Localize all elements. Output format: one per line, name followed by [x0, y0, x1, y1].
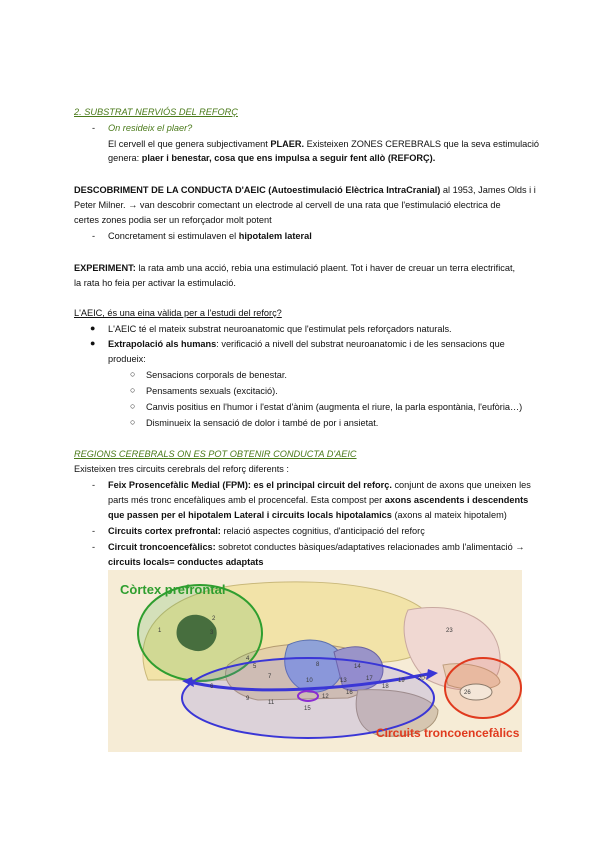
bullet-icon: ● — [90, 338, 96, 348]
region-number: 7 — [268, 674, 272, 680]
list-dash: - — [92, 526, 96, 536]
text-bold: Circuits cortex prefrontal: — [108, 526, 221, 536]
discovery-line — [74, 184, 536, 196]
list-item-cont: produeix: — [108, 354, 146, 364]
region-number: 6 — [210, 684, 214, 690]
text-bold: circuits locals= conductes adaptats — [108, 557, 264, 567]
text: al 1953, James Olds i i — [440, 185, 536, 195]
bullet-icon: ● — [90, 323, 96, 333]
circuit-item — [108, 541, 524, 553]
text: genera: — [108, 153, 142, 163]
circuit-item — [108, 525, 425, 537]
region-number: 10 — [306, 678, 313, 684]
region-number: 20 — [418, 676, 425, 682]
list-dash: - — [92, 542, 96, 552]
discovery-line: certes zones podia ser un reforçador molt potent — [74, 215, 272, 225]
list-item — [108, 338, 505, 350]
circuit-item-cont — [108, 494, 528, 506]
circuit-item-cont — [108, 556, 263, 568]
region-number: 13 — [340, 678, 347, 684]
text: Concretament si estimulaven el — [108, 231, 239, 241]
text-bold: Extrapolació als humans — [108, 339, 217, 349]
circuit-item-cont — [108, 509, 507, 521]
experiment-label: EXPERIMENT: — [74, 263, 136, 273]
experiment-line: la rata ho feia per activar la estimulació. — [74, 278, 236, 288]
question-text: On resideix el plaer? — [108, 123, 193, 133]
region-number: 17 — [366, 676, 373, 682]
text: : verificació a nivell del substrat neuroanatomic i de les sensacions que — [216, 339, 505, 349]
troncoencefalic-label: Circuits troncoencefàlics — [376, 726, 520, 740]
regions-intro: Existeixen tres circuits cerebrals del reforç diferents : — [74, 464, 289, 474]
sub-item: Sensacions corporals de benestar. — [146, 370, 287, 380]
text: sobretot conductes bàsiques/adaptatives relacionades amb l'alimentació → — [215, 542, 525, 552]
region-number: 3 — [210, 630, 214, 636]
text: (axons al mateix hipotalem) — [391, 510, 507, 520]
text: Existeixen ZONES CEREBRALS que la seva estimulació — [304, 139, 539, 149]
text: parts més tronc encefàliques amb el procencefal. Esta compost per — [108, 495, 385, 505]
region-number: 12 — [322, 694, 329, 700]
region-number: 2 — [212, 616, 216, 622]
region-number: 19 — [398, 678, 405, 684]
aeic-heading: L'AEIC, és una eina vàlida per a l'estudi del reforç? — [74, 308, 282, 318]
text: conjunt de axons que uneixen les — [391, 480, 531, 490]
region-number: 14 — [354, 664, 361, 670]
region-number: 15 — [304, 706, 311, 712]
text-bold: Circuit troncoencefàlics: — [108, 542, 216, 552]
region-number: 1 — [158, 628, 162, 634]
text-bold: : es el principal circuit del reforç. — [247, 480, 392, 490]
text-bold: hipotalem lateral — [238, 231, 312, 241]
text-bold: axons ascendents i descendents — [384, 495, 529, 505]
text-bold: PLAER. — [270, 139, 305, 149]
text: relació aspectes cognitius, d'anticipació del reforç — [220, 526, 425, 536]
paragraph-line — [108, 152, 435, 164]
circle-bullet-icon: ○ — [130, 401, 136, 411]
circle-bullet-icon: ○ — [130, 385, 136, 395]
prefrontal-label: Còrtex prefrontal — [120, 582, 226, 597]
section-heading: 2. SUBSTRAT NERVIÓS DEL REFORÇ — [74, 107, 238, 117]
region-number: 11 — [268, 700, 275, 706]
region-number: 4 — [246, 656, 250, 662]
sub-item: Canvis positius en l'humor i l'estat d'ànim (augmenta el riure, la parla espontània, l'eufòria…) — [146, 402, 523, 412]
list-item: L'AEIC té el mateix substrat neuroanatomic que l'estimulat pels reforçadors naturals. — [108, 324, 452, 334]
paragraph-line — [108, 138, 539, 150]
question-dash: - — [92, 123, 96, 133]
text-bold: Feix Prosencefàlic Medial (FPM) — [108, 480, 248, 490]
region-number: 18 — [382, 684, 389, 690]
region-number: 8 — [316, 662, 320, 668]
discovery-line: Peter Milner. → van descobrir comectant un electrode al cervell de una rata que l'estimulació electrica de — [74, 200, 501, 210]
discovery-title: DESCOBRIMENT DE LA CONDUCTA D'AEIC (Autoestimulació Elèctrica IntraCranial) — [74, 185, 441, 195]
region-number: 16 — [346, 690, 353, 696]
text-bold: plaer i benestar, cosa que ens impulsa a seguir fent allò (REFORÇ). — [141, 153, 436, 163]
text: El cervell el que genera subjectivament — [108, 139, 271, 149]
circuit-item — [108, 479, 531, 491]
circle-bullet-icon: ○ — [130, 417, 136, 427]
list-dash: - — [92, 480, 96, 490]
text: la rata amb una acció, rebia una estimulació plaent. Tot i haver de creuar un terra electrificat, — [135, 263, 516, 273]
list-dash: - — [92, 231, 96, 241]
region-number: 5 — [253, 664, 257, 670]
text-bold: que passen per el hipotalem Lateral i circuits locals hipotalamics — [108, 510, 392, 520]
brain-figure — [108, 570, 522, 752]
region-number: 23 — [446, 628, 453, 634]
region-number: 26 — [464, 690, 471, 696]
sub-item: Disminueix la sensació de dolor i també de por i ansietat. — [146, 418, 379, 428]
sub-item: Pensaments sexuals (excitació). — [146, 386, 278, 396]
experiment-line — [74, 262, 515, 274]
list-item — [108, 230, 312, 242]
region-number: 9 — [246, 696, 250, 702]
circle-bullet-icon: ○ — [130, 369, 136, 379]
regions-heading: REGIONS CEREBRALS ON ES POT OBTENIR CONDUCTA D'AEIC — [74, 449, 357, 459]
